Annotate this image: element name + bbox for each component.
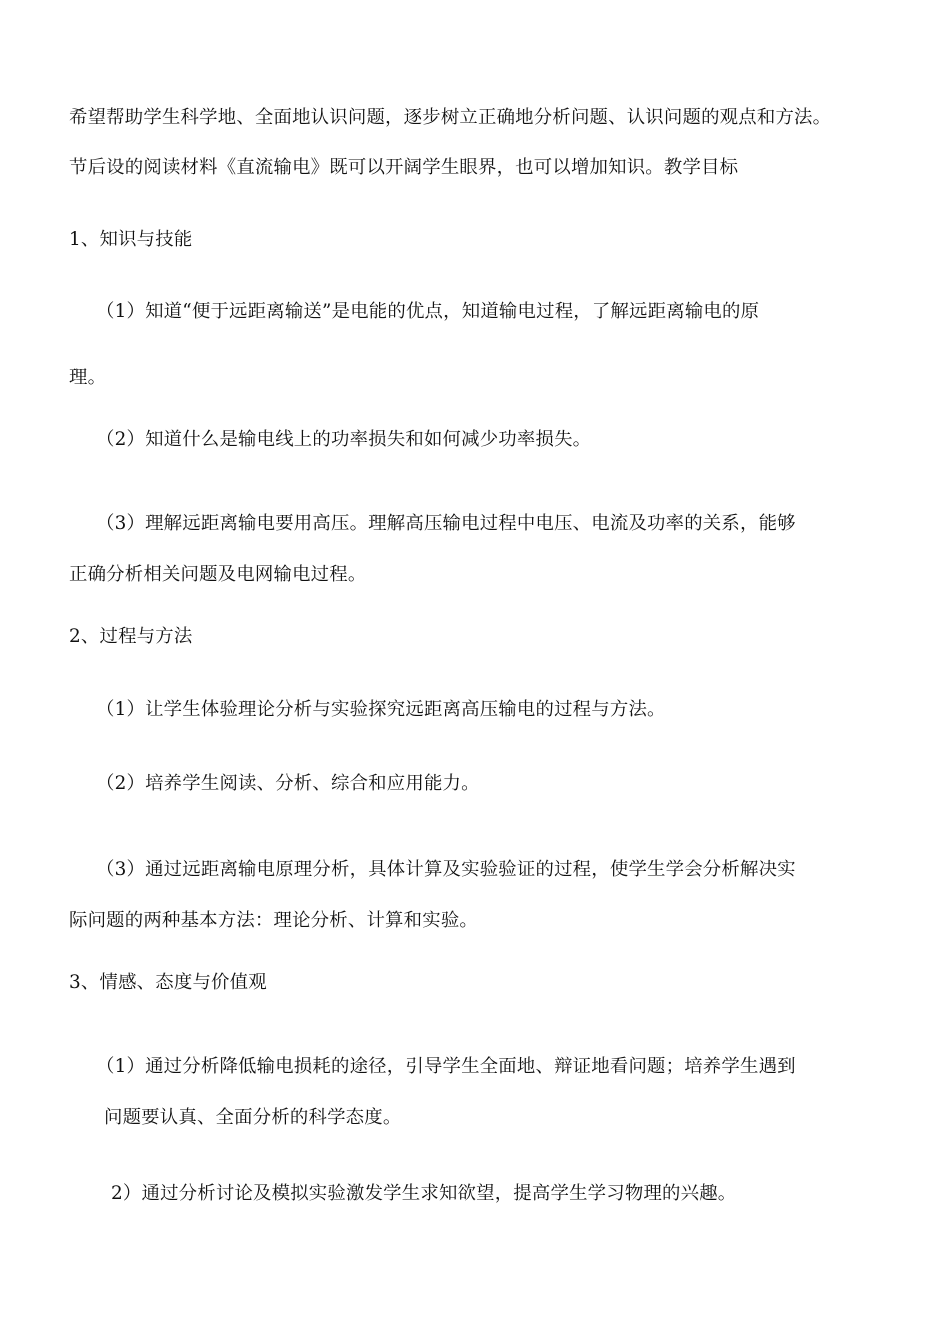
section-1-item-1-line-2: 理。 bbox=[69, 367, 107, 388]
section-3-item-1-line-1: （1）通过分析降低输电损耗的途径，引导学生全面地、辩证地看问题；培养学生遇到 bbox=[96, 1056, 796, 1077]
intro-line-2: 节后设的阅读材料《直流输电》既可以开阔学生眼界，也可以增加知识。教学目标 bbox=[69, 157, 739, 178]
section-1-item-2: （2）知道什么是输电线上的功率损失和如何减少功率损失。 bbox=[96, 429, 592, 450]
section-3-item-2: 2）通过分析讨论及模拟实验激发学生求知欲望，提高学生学习物理的兴趣。 bbox=[111, 1183, 737, 1204]
section-2-heading: 2、过程与方法 bbox=[69, 626, 193, 647]
section-3-heading: 3、情感、态度与价值观 bbox=[69, 972, 267, 993]
section-2-item-3-line-2: 际问题的两种基本方法：理论分析、计算和实验。 bbox=[69, 910, 478, 931]
section-1-item-3-line-1: （3）理解远距离输电要用高压。理解高压输电过程中电压、电流及功率的关系，能够 bbox=[96, 513, 796, 534]
section-1-item-1-line-1: （1）知道“便于远距离输送”是电能的优点，知道输电过程，了解远距离输电的原 bbox=[96, 301, 760, 322]
section-3-item-1-line-2: 问题要认真、全面分析的科学态度。 bbox=[104, 1107, 402, 1128]
section-1-heading: 1、知识与技能 bbox=[69, 229, 193, 250]
section-2-item-2: （2）培养学生阅读、分析、综合和应用能力。 bbox=[96, 773, 480, 794]
section-1-item-3-line-2: 正确分析相关问题及电网输电过程。 bbox=[69, 564, 367, 585]
section-2-item-3-line-1: （3）通过远距离输电原理分析，具体计算及实验验证的过程，使学生学会分析解决实 bbox=[96, 859, 796, 880]
intro-line-1: 希望帮助学生科学地、全面地认识问题，逐步树立正确地分析问题、认识问题的观点和方法。 bbox=[69, 107, 832, 128]
section-2-item-1: （1）让学生体验理论分析与实验探究远距离高压输电的过程与方法。 bbox=[96, 699, 666, 720]
